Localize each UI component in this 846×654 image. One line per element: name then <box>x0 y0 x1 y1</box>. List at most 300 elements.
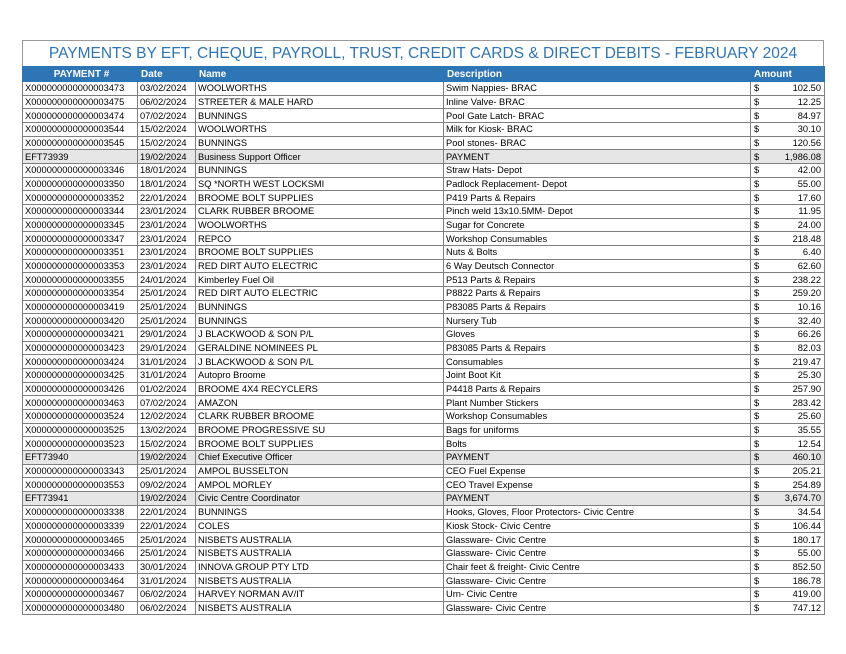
name-cell: NISBETS AUSTRALIA <box>196 546 444 560</box>
currency-symbol: $ <box>754 397 760 408</box>
date-cell: 06/02/2024 <box>138 601 196 615</box>
amount-cell <box>751 246 825 260</box>
table-row <box>23 382 825 396</box>
name-cell: BUNNINGS <box>196 109 444 123</box>
date-cell: 15/02/2024 <box>138 136 196 150</box>
description-cell: CEO Fuel Expense <box>444 464 751 478</box>
date-cell: 15/02/2024 <box>138 123 196 137</box>
date-cell: 30/01/2024 <box>138 560 196 574</box>
description-cell: Hooks, Gloves, Floor Protectors- Civic Centre <box>444 505 751 519</box>
currency-symbol: $ <box>754 206 760 217</box>
table-row <box>23 587 825 601</box>
currency-symbol: $ <box>754 438 760 449</box>
payment-number-cell: X000000000000003352 <box>23 191 138 205</box>
amount-cell <box>751 259 825 273</box>
table-row <box>23 218 825 232</box>
date-cell: 15/02/2024 <box>138 437 196 451</box>
amount-cell <box>751 492 825 506</box>
table-row <box>23 410 825 424</box>
currency-symbol: $ <box>754 220 760 231</box>
description-cell: P83085 Parts & Repairs <box>444 341 751 355</box>
amount-cell <box>751 341 825 355</box>
amount-value: 24.00 <box>797 220 821 231</box>
description-cell: 6 Way Deutsch Connector <box>444 259 751 273</box>
currency-symbol: $ <box>754 589 760 600</box>
amount-value: 6.40 <box>802 247 821 258</box>
amount-cell <box>751 355 825 369</box>
payment-number-cell: X000000000000003339 <box>23 519 138 533</box>
currency-symbol: $ <box>754 343 760 354</box>
table-row <box>23 123 825 137</box>
table-row <box>23 478 825 492</box>
amount-value: 3,674.70 <box>784 493 821 504</box>
payment-number-cell: X000000000000003474 <box>23 109 138 123</box>
name-cell: Civic Centre Coordinator <box>196 492 444 506</box>
description-cell: Sugar for Concrete <box>444 218 751 232</box>
currency-symbol: $ <box>754 110 760 121</box>
date-cell: 07/02/2024 <box>138 109 196 123</box>
amount-value: 283.42 <box>792 397 821 408</box>
payment-number-cell: X000000000000003344 <box>23 205 138 219</box>
date-cell: 25/01/2024 <box>138 464 196 478</box>
name-cell: NISBETS AUSTRALIA <box>196 533 444 547</box>
date-cell: 23/01/2024 <box>138 218 196 232</box>
date-cell: 18/01/2024 <box>138 177 196 191</box>
description-cell: PAYMENT <box>444 451 751 465</box>
col-header-description: Description <box>444 67 751 82</box>
name-cell: RED DIRT AUTO ELECTRIC <box>196 259 444 273</box>
amount-cell <box>751 464 825 478</box>
currency-symbol: $ <box>754 520 760 531</box>
description-cell: P513 Parts & Repairs <box>444 273 751 287</box>
payment-number-cell: EFT73939 <box>23 150 138 164</box>
date-cell: 29/01/2024 <box>138 341 196 355</box>
date-cell: 23/01/2024 <box>138 232 196 246</box>
payment-row <box>23 451 825 465</box>
description-cell: Workshop Consumables <box>444 232 751 246</box>
table-row <box>23 136 825 150</box>
date-cell: 23/01/2024 <box>138 246 196 260</box>
amount-cell <box>751 533 825 547</box>
name-cell: BUNNINGS <box>196 314 444 328</box>
description-cell: Nuts & Bolts <box>444 246 751 260</box>
table-row <box>23 369 825 383</box>
name-cell: CLARK RUBBER BROOME <box>196 410 444 424</box>
amount-value: 419.00 <box>792 589 821 600</box>
payment-number-cell: X000000000000003345 <box>23 218 138 232</box>
name-cell: J BLACKWOOD & SON P/L <box>196 328 444 342</box>
date-cell: 25/01/2024 <box>138 533 196 547</box>
description-cell: Padlock Replacement- Depot <box>444 177 751 191</box>
currency-symbol: $ <box>754 329 760 340</box>
date-cell: 07/02/2024 <box>138 396 196 410</box>
currency-symbol: $ <box>754 507 760 518</box>
amount-value: 35.55 <box>797 425 821 436</box>
date-cell: 25/01/2024 <box>138 300 196 314</box>
amount-value: 62.60 <box>797 261 821 272</box>
payment-number-cell: X000000000000003473 <box>23 82 138 96</box>
amount-cell <box>751 546 825 560</box>
amount-value: 12.54 <box>797 438 821 449</box>
name-cell: BROOME BOLT SUPPLIES <box>196 191 444 205</box>
currency-symbol: $ <box>754 151 760 162</box>
currency-symbol: $ <box>754 138 760 149</box>
payment-row <box>23 492 825 506</box>
table-row <box>23 505 825 519</box>
description-cell: Straw Hats- Depot <box>444 164 751 178</box>
name-cell: REPCO <box>196 232 444 246</box>
description-cell: P4418 Parts & Repairs <box>444 382 751 396</box>
col-header-name: Name <box>196 67 444 82</box>
payment-number-cell: X000000000000003465 <box>23 533 138 547</box>
amount-cell <box>751 505 825 519</box>
payment-number-cell: X000000000000003350 <box>23 177 138 191</box>
currency-symbol: $ <box>754 97 760 107</box>
amount-cell <box>751 314 825 328</box>
table-row <box>23 259 825 273</box>
amount-value: 11.95 <box>798 206 821 217</box>
table-row <box>23 191 825 205</box>
date-cell: 22/01/2024 <box>138 519 196 533</box>
payment-number-cell: X000000000000003420 <box>23 314 138 328</box>
amount-cell <box>751 437 825 451</box>
payment-number-cell: X000000000000003480 <box>23 601 138 615</box>
amount-value: 42.00 <box>797 165 821 176</box>
table-row <box>23 355 825 369</box>
name-cell: AMPOL MORLEY <box>196 478 444 492</box>
currency-symbol: $ <box>754 274 760 285</box>
amount-cell <box>751 218 825 232</box>
amount-cell <box>751 601 825 615</box>
amount-value: 55.00 <box>797 179 821 190</box>
payment-number-cell: X000000000000003544 <box>23 123 138 137</box>
payment-number-cell: X000000000000003467 <box>23 587 138 601</box>
amount-value: 238.22 <box>792 274 821 285</box>
currency-symbol: $ <box>754 452 760 463</box>
date-cell: 03/02/2024 <box>138 82 196 96</box>
date-cell: 25/01/2024 <box>138 314 196 328</box>
currency-symbol: $ <box>754 247 760 258</box>
description-cell: Chair feet & freight- Civic Centre <box>444 560 751 574</box>
amount-value: 219.47 <box>792 356 821 367</box>
payment-number-cell: EFT73940 <box>23 451 138 465</box>
description-cell: Pool stones- BRAC <box>444 136 751 150</box>
table-row <box>23 95 825 109</box>
name-cell: Kimberley Fuel Oil <box>196 273 444 287</box>
amount-value: 66.26 <box>797 329 821 340</box>
table-row <box>23 328 825 342</box>
amount-cell <box>751 123 825 137</box>
amount-value: 12.25 <box>797 97 821 107</box>
name-cell: CLARK RUBBER BROOME <box>196 205 444 219</box>
amount-value: 180.17 <box>792 534 821 545</box>
currency-symbol: $ <box>754 493 760 504</box>
name-cell: Business Support Officer <box>196 150 444 164</box>
amount-value: 30.10 <box>797 124 821 135</box>
description-cell: PAYMENT <box>444 492 751 506</box>
date-cell: 31/01/2024 <box>138 355 196 369</box>
amount-value: 84.97 <box>797 110 821 121</box>
payment-number-cell: X000000000000003433 <box>23 560 138 574</box>
payment-number-cell: X000000000000003424 <box>23 355 138 369</box>
description-cell: CEO Travel Expense <box>444 478 751 492</box>
currency-symbol: $ <box>754 602 760 613</box>
amount-value: 25.60 <box>797 411 821 422</box>
name-cell: J BLACKWOOD & SON P/L <box>196 355 444 369</box>
table-row <box>23 273 825 287</box>
description-cell: Swim Nappies- BRAC <box>444 82 751 96</box>
payment-number-cell: X000000000000003423 <box>23 341 138 355</box>
header-row <box>23 67 825 82</box>
currency-symbol: $ <box>754 261 760 272</box>
amount-value: 254.89 <box>792 479 821 490</box>
amount-value: 106.44 <box>792 520 821 531</box>
table-row <box>23 246 825 260</box>
description-cell: P419 Parts & Repairs <box>444 191 751 205</box>
currency-symbol: $ <box>754 561 760 572</box>
date-cell: 29/01/2024 <box>138 328 196 342</box>
name-cell: NISBETS AUSTRALIA <box>196 574 444 588</box>
amount-cell <box>751 382 825 396</box>
amount-value: 102.50 <box>792 83 821 94</box>
description-cell: Inline Valve- BRAC <box>444 95 751 109</box>
table-row <box>23 601 825 615</box>
description-cell: Nursery Tub <box>444 314 751 328</box>
date-cell: 22/01/2024 <box>138 505 196 519</box>
description-cell: Bolts <box>444 437 751 451</box>
payment-number-cell: X000000000000003466 <box>23 546 138 560</box>
table-row <box>23 300 825 314</box>
name-cell: BROOME 4X4 RECYCLERS <box>196 382 444 396</box>
description-cell: Joint Boot Kit <box>444 369 751 383</box>
name-cell: INNOVA GROUP PTY LTD <box>196 560 444 574</box>
amount-cell <box>751 587 825 601</box>
amount-value: 257.90 <box>792 384 821 395</box>
name-cell: Chief Executive Officer <box>196 451 444 465</box>
currency-symbol: $ <box>754 534 760 545</box>
payment-number-cell: X000000000000003346 <box>23 164 138 178</box>
amount-value: 55.00 <box>797 548 821 559</box>
payment-number-cell: X000000000000003425 <box>23 369 138 383</box>
description-cell: Milk for Kiosk- BRAC <box>444 123 751 137</box>
table-row <box>23 533 825 547</box>
table-row <box>23 574 825 588</box>
table-row <box>23 109 825 123</box>
description-cell: Glassware- Civic Centre <box>444 533 751 547</box>
currency-symbol: $ <box>754 192 760 203</box>
description-cell: Consumables <box>444 355 751 369</box>
date-cell: 31/01/2024 <box>138 574 196 588</box>
description-cell: Bags for uniforms <box>444 423 751 437</box>
payment-number-cell: X000000000000003525 <box>23 423 138 437</box>
currency-symbol: $ <box>754 288 760 299</box>
description-cell: Glassware- Civic Centre <box>444 601 751 615</box>
amount-cell <box>751 410 825 424</box>
amount-value: 82.03 <box>797 343 821 354</box>
amount-cell <box>751 300 825 314</box>
date-cell: 12/02/2024 <box>138 410 196 424</box>
payment-number-cell: X000000000000003421 <box>23 328 138 342</box>
currency-symbol: $ <box>754 179 760 190</box>
name-cell: WOOLWORTHS <box>196 123 444 137</box>
description-cell: PAYMENT <box>444 150 751 164</box>
amount-cell <box>751 82 825 96</box>
amount-value: 32.40 <box>797 315 821 326</box>
currency-symbol: $ <box>754 425 760 436</box>
amount-cell <box>751 423 825 437</box>
amount-value: 460.10 <box>792 452 821 463</box>
amount-value: 218.48 <box>792 233 821 244</box>
date-cell: 06/02/2024 <box>138 587 196 601</box>
description-cell: Plant Number Stickers <box>444 396 751 410</box>
payments-table <box>22 66 825 615</box>
currency-symbol: $ <box>754 575 760 586</box>
name-cell: NISBETS AUSTRALIA <box>196 601 444 615</box>
payment-number-cell: X000000000000003351 <box>23 246 138 260</box>
table-row <box>23 164 825 178</box>
amount-cell <box>751 328 825 342</box>
table-row <box>23 314 825 328</box>
currency-symbol: $ <box>754 370 760 381</box>
name-cell: BUNNINGS <box>196 164 444 178</box>
amount-value: 10.16 <box>797 302 821 313</box>
amount-cell <box>751 164 825 178</box>
currency-symbol: $ <box>754 411 760 422</box>
table-row <box>23 287 825 301</box>
name-cell: RED DIRT AUTO ELECTRIC <box>196 287 444 301</box>
date-cell: 01/02/2024 <box>138 382 196 396</box>
description-cell: Pinch weld 13x10.5MM- Depot <box>444 205 751 219</box>
payment-number-cell: X000000000000003343 <box>23 464 138 478</box>
table-row <box>23 232 825 246</box>
name-cell: BROOME BOLT SUPPLIES <box>196 246 444 260</box>
payment-number-cell: EFT73941 <box>23 492 138 506</box>
payment-number-cell: X000000000000003338 <box>23 505 138 519</box>
amount-cell <box>751 191 825 205</box>
currency-symbol: $ <box>754 548 760 559</box>
date-cell: 18/01/2024 <box>138 164 196 178</box>
description-cell: Glassware- Civic Centre <box>444 574 751 588</box>
name-cell: BROOME BOLT SUPPLIES <box>196 437 444 451</box>
amount-value: 1,986.08 <box>784 151 821 162</box>
payment-row <box>23 150 825 164</box>
name-cell: BUNNINGS <box>196 300 444 314</box>
description-cell: Kiosk Stock- Civic Centre <box>444 519 751 533</box>
currency-symbol: $ <box>754 356 760 367</box>
payment-number-cell: X000000000000003553 <box>23 478 138 492</box>
description-cell: P8822 Parts & Repairs <box>444 287 751 301</box>
date-cell: 22/01/2024 <box>138 191 196 205</box>
table-row <box>23 177 825 191</box>
payment-number-cell: X000000000000003545 <box>23 136 138 150</box>
name-cell: BUNNINGS <box>196 136 444 150</box>
amount-cell <box>751 205 825 219</box>
payment-number-cell: X000000000000003523 <box>23 437 138 451</box>
table-row <box>23 464 825 478</box>
amount-cell <box>751 396 825 410</box>
amount-cell <box>751 177 825 191</box>
amount-value: 259.20 <box>792 288 821 299</box>
amount-cell <box>751 287 825 301</box>
table-row <box>23 423 825 437</box>
amount-cell <box>751 369 825 383</box>
table-row <box>23 396 825 410</box>
payment-number-cell: X000000000000003347 <box>23 232 138 246</box>
amount-value: 186.78 <box>792 575 821 586</box>
amount-cell <box>751 150 825 164</box>
currency-symbol: $ <box>754 315 760 326</box>
table-row <box>23 437 825 451</box>
payment-number-cell: X000000000000003463 <box>23 396 138 410</box>
amount-value: 34.54 <box>797 507 821 518</box>
description-cell: Gloves <box>444 328 751 342</box>
amount-cell <box>751 136 825 150</box>
date-cell: 25/01/2024 <box>138 546 196 560</box>
col-header-date: Date <box>138 67 196 82</box>
name-cell: Autopro Broome <box>196 369 444 383</box>
amount-cell <box>751 273 825 287</box>
currency-symbol: $ <box>754 83 760 94</box>
name-cell: GERALDINE NOMINEES PL <box>196 341 444 355</box>
payment-number-cell: X000000000000003475 <box>23 95 138 109</box>
currency-symbol: $ <box>754 384 760 395</box>
amount-value: 747.12 <box>792 602 821 613</box>
table-row <box>23 560 825 574</box>
currency-symbol: $ <box>754 479 760 490</box>
name-cell: AMPOL BUSSELTON <box>196 464 444 478</box>
payment-number-cell: X000000000000003524 <box>23 410 138 424</box>
currency-symbol: $ <box>754 233 760 244</box>
name-cell: SQ *NORTH WEST LOCKSMI <box>196 177 444 191</box>
description-cell: Glassware- Civic Centre <box>444 546 751 560</box>
description-cell: Urn- Civic Centre <box>444 587 751 601</box>
payment-number-cell: X000000000000003419 <box>23 300 138 314</box>
table-body <box>23 82 825 615</box>
amount-cell <box>751 232 825 246</box>
page-title: PAYMENTS BY EFT, CHEQUE, PAYROLL, TRUST, CREDIT CARDS & DIRECT DEBITS - FEBRUARY 2024 <box>22 40 824 66</box>
name-cell: HARVEY NORMAN AV/IT <box>196 587 444 601</box>
amount-value: 17.60 <box>797 192 821 203</box>
amount-cell <box>751 574 825 588</box>
date-cell: 06/02/2024 <box>138 95 196 109</box>
description-cell: P83085 Parts & Repairs <box>444 300 751 314</box>
date-cell: 23/01/2024 <box>138 259 196 273</box>
amount-value: 120.56 <box>792 138 821 149</box>
date-cell: 24/01/2024 <box>138 273 196 287</box>
name-cell: WOOLWORTHS <box>196 218 444 232</box>
table-row <box>23 341 825 355</box>
table-row <box>23 546 825 560</box>
amount-value: 205.21 <box>792 466 821 477</box>
name-cell: BUNNINGS <box>196 505 444 519</box>
amount-value: 25.30 <box>797 370 821 381</box>
name-cell: COLES <box>196 519 444 533</box>
amount-cell <box>751 451 825 465</box>
currency-symbol: $ <box>754 466 760 477</box>
name-cell: AMAZON <box>196 396 444 410</box>
table-row <box>23 82 825 96</box>
payment-number-cell: X000000000000003354 <box>23 287 138 301</box>
description-cell: Pool Gate Latch- BRAC <box>444 109 751 123</box>
name-cell: BROOME PROGRESSIVE SU <box>196 423 444 437</box>
name-cell: WOOLWORTHS <box>196 82 444 96</box>
description-cell: Workshop Consumables <box>444 410 751 424</box>
currency-symbol: $ <box>754 165 760 176</box>
table-row <box>23 519 825 533</box>
col-header-amount: Amount <box>751 67 825 82</box>
date-cell: 09/02/2024 <box>138 478 196 492</box>
currency-symbol: $ <box>754 124 760 135</box>
